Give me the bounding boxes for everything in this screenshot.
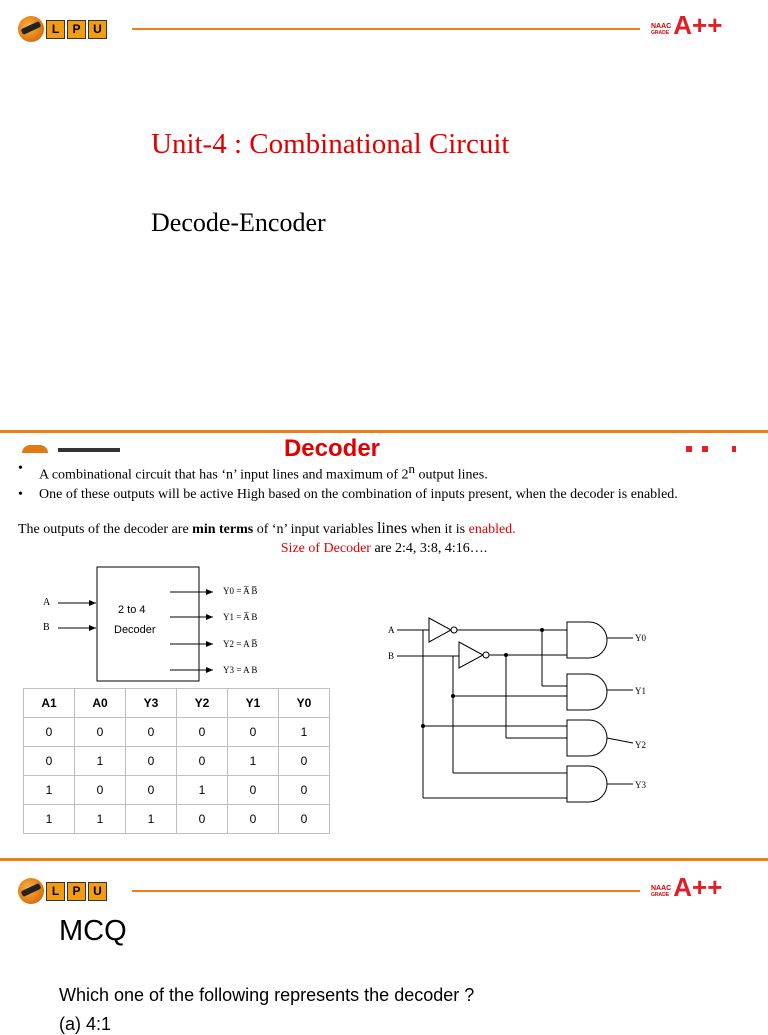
table-header: Y2 [177, 689, 228, 718]
table-row [24, 805, 330, 834]
table-row [24, 718, 330, 747]
table-cell: 0 [75, 718, 126, 747]
circuit-out-y1: Y1 [635, 686, 646, 696]
bullet-item: • One of these outputs will be active High based on the combination of inputs present, when the decoder is enabled. [18, 486, 678, 502]
table-header-row [24, 689, 330, 718]
table-cell: 0 [228, 805, 279, 834]
block-out-y2: Y2 = A B̅ [223, 639, 258, 649]
table-cell: 0 [75, 776, 126, 805]
naac-grade: A++ [673, 872, 723, 902]
block-label-1: 2 to 4 [118, 604, 146, 616]
decoder-title: Decoder [283, 435, 381, 462]
truth-table [23, 688, 330, 834]
table-header: Y3 [126, 689, 177, 718]
circuit-out-y3: Y3 [635, 780, 646, 790]
block-input-a: A [43, 597, 51, 608]
decoder-block-diagram [30, 560, 320, 685]
slide-title [0, 0, 768, 430]
table-cell: 0 [126, 776, 177, 805]
table-cell: 0 [177, 747, 228, 776]
slide-subtitle: Decode-Encoder [151, 208, 326, 237]
bullet-list [18, 460, 752, 505]
table-header: A0 [75, 689, 126, 718]
table-cell: 0 [24, 718, 75, 747]
header-line [132, 28, 640, 30]
circuit-input-a: A [388, 625, 395, 635]
naac-badge [651, 10, 723, 40]
table-cell: 0 [126, 747, 177, 776]
block-input-b: B [43, 622, 50, 633]
block-label-2: Decoder [114, 624, 156, 636]
table-cell: 1 [24, 805, 75, 834]
naac-partial [686, 446, 742, 452]
table-cell: 0 [24, 747, 75, 776]
block-out-y3: Y3 = A B [223, 665, 258, 675]
block-out-y0: Y0 = A̅ B̅ [223, 586, 258, 596]
table-cell: 0 [279, 805, 330, 834]
lpu-emblem-icon [18, 16, 44, 42]
table-cell: 1 [126, 805, 177, 834]
table-header: Y1 [228, 689, 279, 718]
table-cell: 1 [228, 747, 279, 776]
table-cell: 1 [177, 776, 228, 805]
table-cell: 0 [228, 776, 279, 805]
logo-letter: L [46, 20, 65, 39]
decoder-gate-circuit [385, 608, 665, 808]
mcq-question: Which one of the following represents the decoder ? [59, 985, 475, 1005]
lpu-logo [18, 878, 107, 904]
slide-title-text: Unit-4 : Combinational Circuit [151, 128, 510, 160]
naac-label: NAAC [651, 23, 672, 30]
table-header: Y0 [279, 689, 330, 718]
logo-letter: P [67, 882, 86, 901]
table-header: A1 [24, 689, 75, 718]
lpu-logo [18, 16, 107, 42]
table-cell: 0 [279, 747, 330, 776]
table-cell: 0 [177, 718, 228, 747]
naac-badge [651, 872, 723, 902]
header-line [132, 890, 640, 892]
block-out-y1: Y1 = A̅ B [223, 612, 258, 622]
logo-letter: P [67, 20, 86, 39]
logo-letter: U [88, 20, 107, 39]
table-row [24, 776, 330, 805]
naac-grade-label: GRADE [651, 30, 670, 36]
mcq-title: MCQ [59, 915, 127, 947]
table-cell: 1 [279, 718, 330, 747]
logo-letter: U [88, 882, 107, 901]
naac-label: NAAC [651, 885, 672, 892]
table-cell: 0 [228, 718, 279, 747]
logo-letter: L [46, 882, 65, 901]
naac-grade: A++ [673, 10, 723, 40]
table-cell: 0 [126, 718, 177, 747]
table-cell: 0 [279, 776, 330, 805]
bullet-item: • A combinational circuit that has ‘n’ input lines and maximum of 2$^n$ output lines. [18, 461, 488, 483]
table-cell: 1 [75, 747, 126, 776]
minterms-line: The outputs of the decoder are min terms of ‘n’ input variables lines when it is enabled. [18, 520, 516, 537]
lpu-emblem-icon [18, 878, 44, 904]
table-cell: 0 [177, 805, 228, 834]
table-row [24, 747, 330, 776]
table-cell: 1 [75, 805, 126, 834]
circuit-out-y0: Y0 [635, 633, 646, 643]
decoder-size-line: Size of Decoder are 2:4, 3:8, 4:16…. [280, 541, 488, 556]
circuit-out-y2: Y2 [635, 740, 646, 750]
mcq-option-a: (a) 4:1 [59, 1014, 112, 1034]
naac-grade-label: GRADE [651, 892, 670, 898]
circuit-input-b: B [388, 651, 395, 661]
table-cell: 1 [24, 776, 75, 805]
